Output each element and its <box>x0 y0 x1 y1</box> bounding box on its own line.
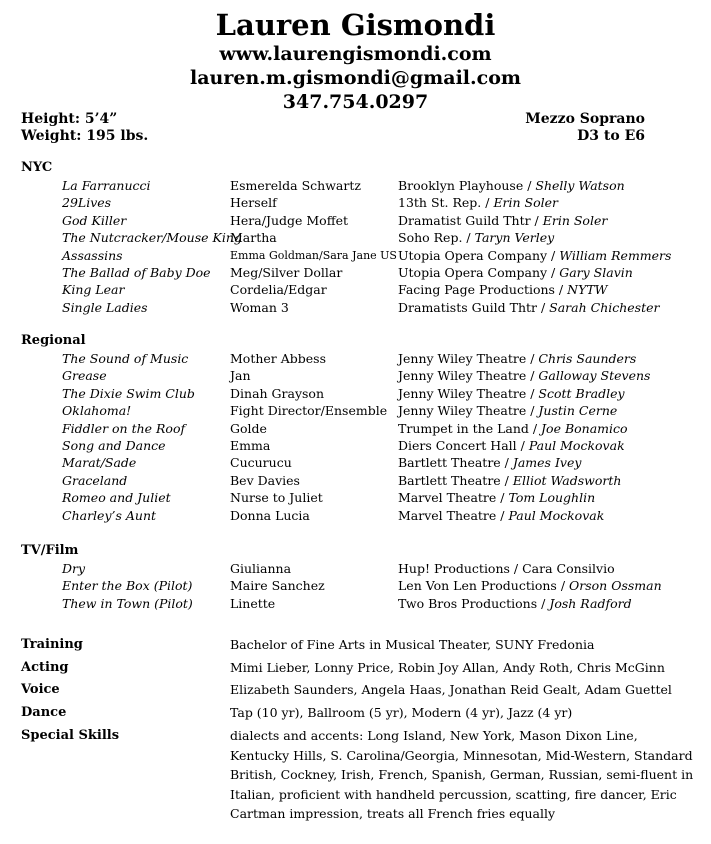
credit-row <box>0 385 711 402</box>
show-title: Fiddler on the Roof <box>62 420 186 436</box>
venue-director <box>398 247 671 264</box>
director: Galloway Stevens <box>538 368 651 384</box>
director: William Remmers <box>559 247 672 263</box>
director: Elliot Wadsworth <box>512 472 622 488</box>
show-title: Assassins <box>62 247 123 263</box>
role-name: Giulianna <box>230 561 292 576</box>
credit-row <box>0 595 711 612</box>
role-name: Emma <box>230 437 271 453</box>
credit-row <box>0 560 711 577</box>
role-name: Esmerelda Schwartz <box>230 178 361 193</box>
role-name: Golde <box>230 420 267 436</box>
venue-director <box>398 264 633 281</box>
training-value: Bachelor of Fine Arts in Musical Theater, SUNY Fredonia <box>230 637 595 652</box>
venue: Bartlett Theatre / <box>398 472 513 488</box>
role-name: Herself <box>230 195 277 211</box>
training-row <box>0 634 711 657</box>
skills-line: Italian, proficient with handheld percussion, scatting, fire dancer, Eric <box>230 786 677 802</box>
director: Erin Soler <box>542 212 608 228</box>
credit-row <box>0 177 711 194</box>
role-name: Cucurucu <box>230 455 292 471</box>
training-label: Training <box>21 637 83 652</box>
skills-line: British, Cockney, Irish, French, Spanish, German, Russian, semi-fluent in <box>230 767 694 783</box>
role-name: Nurse to Juliet <box>230 490 323 506</box>
credit-row <box>0 367 711 384</box>
venue: Jenny Wiley Theatre / <box>398 385 539 401</box>
director: Chris Saunders <box>538 351 637 366</box>
voice-type-text: Mezzo Soprano <box>525 111 645 127</box>
skills-line: Kentucky Hills, S. Carolina/Georgia, Minnesotan, Mid-Western, Standard <box>230 747 693 763</box>
venue: Dramatist Guild Thtr / <box>398 212 543 228</box>
acting-value: Mimi Lieber, Lonny Price, Robin Joy Allan, Andy Roth, Chris McGinn <box>230 659 665 675</box>
show-title: Dry <box>62 561 86 576</box>
director: James Ivey <box>512 455 582 471</box>
credits-list-regional <box>0 350 711 524</box>
venue: Jenny Wiley Theatre / <box>398 403 539 419</box>
credit-row <box>0 264 711 281</box>
role-name: Dinah Grayson <box>230 385 325 401</box>
venue: Brooklyn Playhouse / <box>398 178 536 193</box>
venue: Soho Rep. / <box>398 230 475 246</box>
credit-row <box>0 454 711 471</box>
credit-row <box>0 437 711 454</box>
credit-row <box>0 507 711 524</box>
role-name: Linette <box>230 595 276 611</box>
credit-row <box>0 247 711 264</box>
venue: Len Von Len Productions / <box>398 578 570 594</box>
show-title: The Dixie Swim Club <box>62 385 195 401</box>
venue-director <box>398 177 625 194</box>
director: Taryn Verley <box>474 230 555 246</box>
height-text: Height: 5’4” <box>21 111 118 127</box>
performer-name: Lauren Gismondi <box>215 8 496 42</box>
phone-text: 347.754.0297 <box>282 91 429 113</box>
venue-director <box>398 281 608 298</box>
role-name: Emma Goldman/Sara Jane US <box>230 248 397 262</box>
section-title-nyc: NYC <box>21 160 53 175</box>
credit-row <box>0 281 711 298</box>
show-title: 29Lives <box>62 195 112 211</box>
vocal-range-text: D3 to E6 <box>577 128 645 144</box>
credit-row <box>0 420 711 437</box>
venue: Bartlett Theatre / <box>398 455 513 471</box>
credit-row <box>0 194 711 211</box>
venue-director <box>398 489 595 506</box>
venue-director <box>398 595 632 612</box>
credit-row <box>0 489 711 506</box>
show-title: The Ballad of Baby Doe <box>62 264 211 280</box>
dance-label: Dance <box>21 705 67 721</box>
venue: Facing Page Productions / <box>398 282 568 298</box>
website-text: www.laurengismondi.com <box>219 43 492 65</box>
dance-row <box>0 702 711 725</box>
section-title-regional: Regional <box>21 333 86 348</box>
venue: Marvel Theatre / <box>398 490 509 506</box>
voice-row <box>0 679 711 702</box>
venue: Trumpet in the Land / <box>398 420 542 436</box>
venue-director <box>398 367 650 384</box>
venue-director <box>398 472 621 489</box>
venue: Utopia Opera Company / <box>398 247 560 263</box>
role-name: Fight Director/Ensemble <box>230 403 388 419</box>
show-title: Song and Dance <box>62 437 166 453</box>
show-title: Oklahoma! <box>62 403 132 419</box>
email-text: lauren.m.gismondi@gmail.com <box>190 67 521 89</box>
credit-row <box>0 577 711 594</box>
credit-row <box>0 402 711 419</box>
resume-header <box>0 8 711 114</box>
skills-label: Special Skills <box>21 727 120 743</box>
venue: 13th St. Rep. / <box>398 195 494 211</box>
physical-stats <box>21 111 148 145</box>
venue-director <box>398 577 662 594</box>
venue-director <box>398 402 617 419</box>
venue-director <box>398 194 558 211</box>
role-name: Martha <box>230 230 277 246</box>
director: Paul Mockovak <box>508 507 605 523</box>
venue: Jenny Wiley Theatre / <box>398 368 539 384</box>
director: Gary Slavin <box>559 264 633 280</box>
credit-row <box>0 299 711 316</box>
venue: Diers Concert Hall / <box>398 437 529 453</box>
show-title: The Nutcracker/Mouse King <box>62 230 242 246</box>
show-title: King Lear <box>62 282 125 298</box>
role-name: Woman 3 <box>230 299 289 315</box>
show-title: Graceland <box>62 472 128 488</box>
credit-row <box>0 212 711 229</box>
director: Orson Ossman <box>569 578 662 594</box>
director: Erin Soler <box>493 195 559 211</box>
show-title: God Killer <box>62 212 127 228</box>
acting-row <box>0 657 711 680</box>
director: Shelly Watson <box>535 178 625 193</box>
role-name: Meg/Silver Dollar <box>230 264 343 280</box>
role-name: Maire Sanchez <box>230 578 325 594</box>
special-skills-text <box>230 726 694 824</box>
show-title: Single Ladies <box>62 299 148 315</box>
voice-label: Voice <box>21 682 60 698</box>
venue: Hup! Productions / Cara Consilvio <box>398 561 615 576</box>
skills-line: Cartman impression, treats all French fries equally <box>230 806 556 822</box>
weight-text: Weight: 195 lbs. <box>21 128 149 144</box>
voice-value: Elizabeth Saunders, Angela Haas, Jonathan Reid Gealt, Adam Guettel <box>230 682 672 698</box>
venue: Dramatists Guild Thtr / <box>398 299 550 315</box>
dance-value: Tap (10 yr), Ballroom (5 yr), Modern (4 yr), Jazz (4 yr) <box>230 705 573 721</box>
director: Sarah Chichester <box>549 299 660 315</box>
show-title: La Farranucci <box>62 178 151 193</box>
role-name: Cordelia/Edgar <box>230 282 327 298</box>
venue: Two Bros Productions / <box>398 595 550 611</box>
credit-row <box>0 350 711 367</box>
credits-list-nyc <box>0 177 711 316</box>
voice-stats <box>525 111 645 145</box>
venue-director <box>398 560 615 577</box>
role-name: Jan <box>230 368 251 384</box>
show-title: Thew in Town (Pilot) <box>62 595 193 611</box>
venue-director <box>398 299 660 316</box>
credits-list-tvfilm <box>0 560 711 612</box>
show-title: Marat/Sade <box>62 455 137 471</box>
venue-director <box>398 212 607 229</box>
director: NYTW <box>567 282 608 298</box>
director: Josh Radford <box>549 595 632 611</box>
director: Scott Bradley <box>538 385 625 401</box>
show-title: Grease <box>62 368 107 384</box>
director: Joe Bonamico <box>541 420 628 436</box>
venue-director <box>398 437 625 454</box>
director: Paul Mockovak <box>528 437 625 453</box>
show-title: Enter the Box (Pilot) <box>62 578 193 594</box>
section-title-tvfilm: TV/Film <box>21 543 79 558</box>
venue-director <box>398 507 604 524</box>
credit-row <box>0 229 711 246</box>
acting-label: Acting <box>21 659 69 675</box>
role-name: Bev Davies <box>230 472 300 488</box>
skills-line: dialects and accents: Long Island, New York, Mason Dixon Line, <box>230 728 638 743</box>
show-title: The Sound of Music <box>62 351 189 366</box>
director: Tom Loughlin <box>508 490 596 506</box>
venue-director <box>398 350 636 367</box>
director: Justin Cerne <box>538 403 618 419</box>
role-name: Donna Lucia <box>230 507 310 523</box>
venue-director <box>398 420 628 437</box>
credit-row <box>0 472 711 489</box>
show-title: Charley’s Aunt <box>62 507 157 523</box>
venue-director <box>398 385 625 402</box>
venue-director <box>398 229 554 246</box>
show-title: Romeo and Juliet <box>62 490 171 506</box>
role-name: Mother Abbess <box>230 351 327 366</box>
venue: Marvel Theatre / <box>398 507 509 523</box>
venue-director <box>398 454 581 471</box>
venue: Jenny Wiley Theatre / <box>398 351 539 366</box>
role-name: Hera/Judge Moffet <box>230 212 348 228</box>
venue: Utopia Opera Company / <box>398 264 560 280</box>
